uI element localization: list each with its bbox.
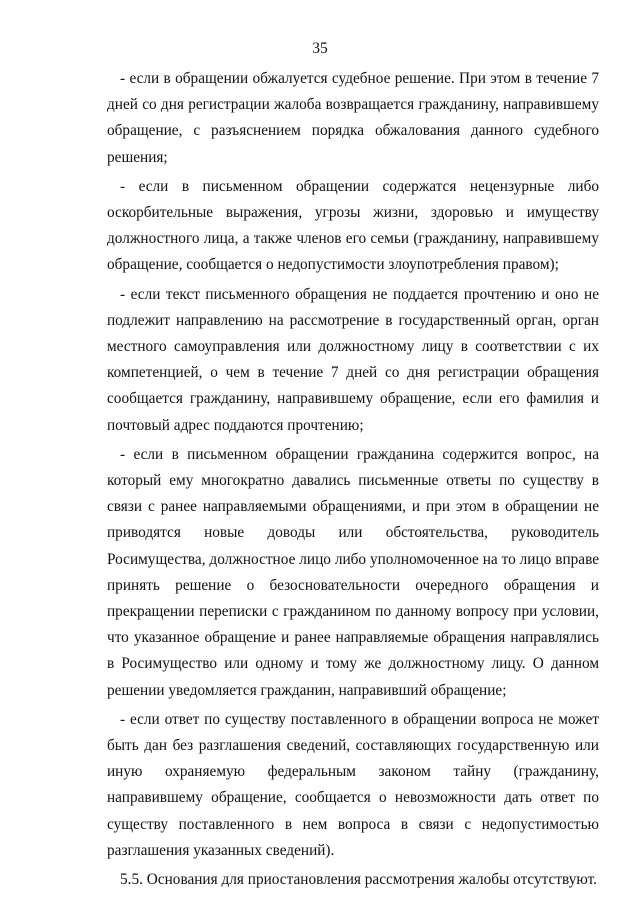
paragraph-court-decision: - если в обращении обжалуется судебное решение. При этом в течение 7 дней со дня регистрации жалоба возвращается гражданину, направившему обращение, с разъяснением порядка обжалования данного судебного решения;	[107, 70, 599, 166]
paragraph-secret-information: - если ответ по существу поставленного в обращении вопроса не может быть дан без разглашения сведений, составляющих государственную или иную охраняемую федеральным законом тайну (гражданину, направившему обращение, сообщается о невозможности дать ответ по существу поставленного в нем вопроса в связи с недопустимостью разглашения указанных сведений).	[107, 710, 599, 859]
paragraph-repeated-question: - если в письменном обращении гражданина содержится вопрос, на который ему многократно давались письменные ответы по существу в связи с ранее направляемыми обращениями, и при этом в обращении не приводятся новые доводы или обстоятельства, руководитель Росимущества, должностное лицо либо уполномоченное на то лицо вправе принять решение о безосновательности очередного обращения и прекращении переписки с гражданином по данному вопросу при условии, что указанное обращение и ранее направляемые обращения направлялись в Росимущество или одному и тому же должностному лицу. О данном решении уведомляется гражданин, направивший обращение;	[107, 445, 599, 699]
paragraph-obscene-language: - если в письменном обращении содержатся нецензурные либо оскорбительные выражения, угрозы жизни, здоровью и имуществу должностного лица, а также членов его семьи (гражданину, направившему обращение, сообщается о недопустимости злоупотребления правом);	[107, 177, 599, 274]
page-number: 35	[312, 40, 328, 57]
document-body	[107, 66, 599, 893]
paragraph-unreadable-text: - если текст письменного обращения не поддается прочтению и оно не подлежит направлению на рассмотрение в государственный орган, орган местного самоуправления или должностному лицу в соответствии с их компетенцией, о чем в течение 7 дней со дня регистрации обращения сообщается гражданину, направившему обращение, если его фамилия и почтовый адрес поддаются прочтению;	[107, 285, 599, 434]
paragraph-no-suspension-grounds: 5.5. Основания для приостановления рассмотрения жалобы отсутствуют.	[120, 871, 597, 889]
